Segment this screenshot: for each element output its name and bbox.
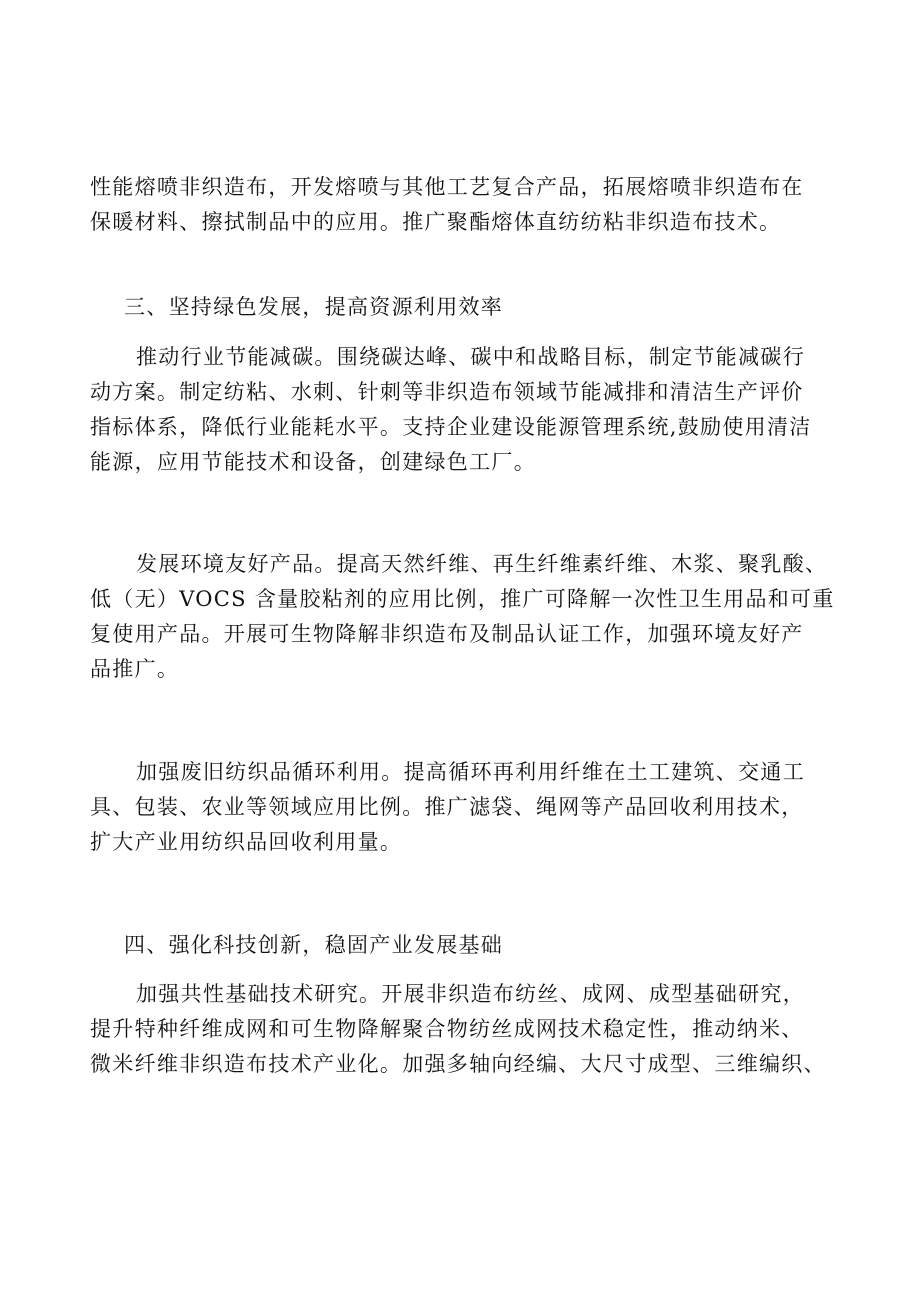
paragraph-energy-saving xyxy=(90,340,850,480)
text-line: 保暖材料、擦拭制品中的应用。推广聚酯熔体直纺纺粘非织造布技术。 xyxy=(90,210,782,234)
section-heading-three xyxy=(90,290,850,325)
text-line: 品推广。 xyxy=(90,657,180,681)
text-line: 微米纤维非织造布技术产业化。加强多轴向经编、大尺寸成型、三维编织、 xyxy=(90,1052,826,1076)
text-line: 发展环境友好产品。提高天然纤维、再生纤维素纤维、木浆、聚乳酸、 xyxy=(136,552,828,576)
text-line: 具、包装、农业等领域应用比例。推广滤袋、绳网等产品回收利用技术， xyxy=(90,795,804,819)
text-line: 低（无）VOCS 含量胶粘剂的应用比例，推广可降解一次性卫生用品和可重 xyxy=(90,587,835,611)
text-line: 复使用产品。开展可生物降解非织造布及制品认证工作，加强环境友好产 xyxy=(90,622,804,646)
text-line: 加强共性基础技术研究。开展非织造布纺丝、成网、成型基础研究， xyxy=(136,982,805,1006)
section-heading: 三、坚持绿色发展，提高资源利用效率 xyxy=(124,295,504,319)
section-heading-four xyxy=(90,928,850,963)
text-line: 指标体系，降低行业能耗水平。支持企业建设能源管理系统,鼓励使用清洁 xyxy=(90,415,812,439)
text-line: 推动行业节能减碳。围绕碳达峰、碳中和战略目标，制定节能减碳行 xyxy=(136,345,805,369)
section-heading: 四、强化科技创新，稳固产业发展基础 xyxy=(124,933,504,957)
text-line: 性能熔喷非织造布，开发熔喷与其他工艺复合产品，拓展熔喷非织造布在 xyxy=(90,175,804,199)
paragraph-intro xyxy=(90,170,850,240)
text-line: 能源，应用节能技术和设备，创建绿色工厂。 xyxy=(90,450,536,474)
paragraph-recycling xyxy=(90,755,850,860)
paragraph-green-products xyxy=(90,547,850,687)
paragraph-research xyxy=(90,977,850,1082)
text-line: 扩大产业用纺织品回收利用量。 xyxy=(90,830,403,854)
text-line: 提升特种纤维成网和可生物降解聚合物纺丝成网技术稳定性，推动纳米、 xyxy=(90,1017,804,1041)
text-line: 动方案。制定纺粘、水刺、针刺等非织造布领域节能减排和清洁生产评价 xyxy=(90,380,804,404)
text-line: 加强废旧纺织品循环利用。提高循环再利用纤维在土工建筑、交通工 xyxy=(136,760,805,784)
